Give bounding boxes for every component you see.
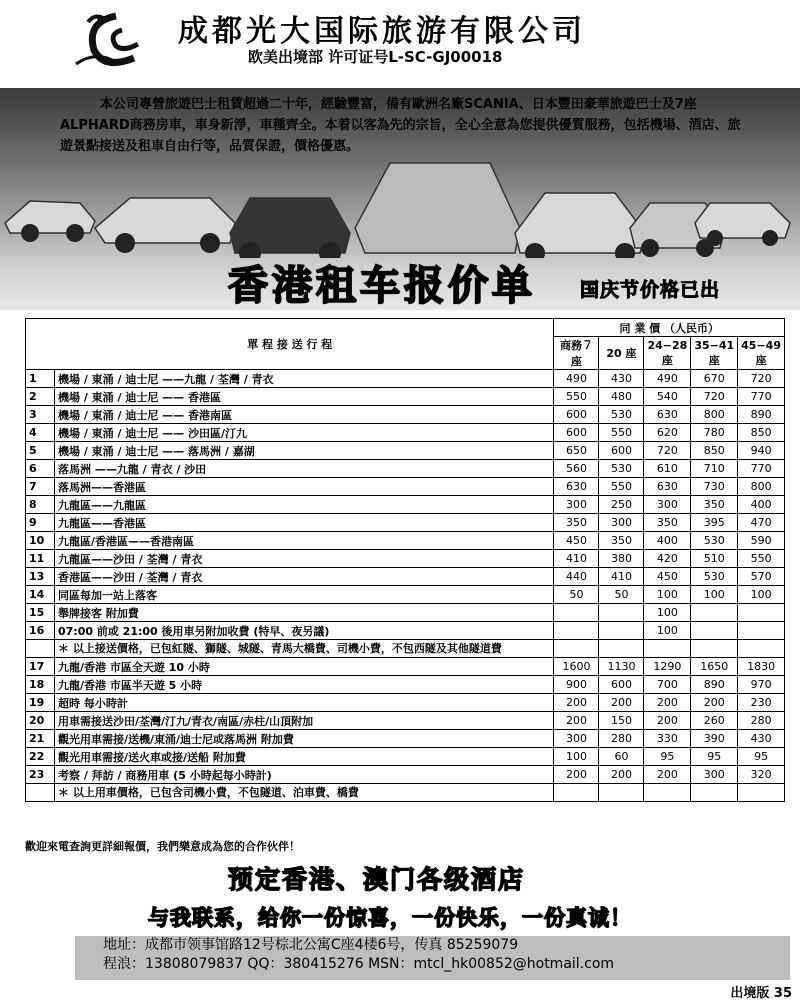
price-cell: 200 [644, 766, 691, 784]
table-row [26, 622, 785, 640]
price-cell: 350 [644, 514, 691, 532]
price-cell: 300 [691, 766, 738, 784]
price-cell: 95 [738, 748, 785, 766]
route-cell: 同區每加一站上落客 [55, 586, 554, 604]
table-row [26, 568, 785, 586]
price-cell [599, 604, 644, 622]
price-cell: 200 [554, 766, 599, 784]
price-cell: 510 [691, 550, 738, 568]
price-cell: 630 [554, 478, 599, 496]
price-cell: 470 [738, 514, 785, 532]
price-cell: 550 [599, 424, 644, 442]
price-cell: 530 [691, 568, 738, 586]
price-cell: 1650 [691, 658, 738, 676]
table-row [26, 586, 785, 604]
price-cell: 200 [599, 694, 644, 712]
price-cell: 570 [738, 568, 785, 586]
price-cell: 600 [554, 406, 599, 424]
row-number: 21 [26, 730, 55, 748]
footer [75, 936, 790, 980]
table-row [26, 550, 785, 568]
price-cell: 100 [644, 622, 691, 640]
price-cell: 720 [691, 388, 738, 406]
price-cell: 430 [599, 370, 644, 388]
row-number: 18 [26, 676, 55, 694]
price-cell: 95 [691, 748, 738, 766]
row-number: 6 [26, 460, 55, 478]
price-cell: 60 [599, 748, 644, 766]
price-cell: 410 [554, 550, 599, 568]
price-cell: 450 [554, 532, 599, 550]
price-cell: 100 [644, 604, 691, 622]
column-header: 商務７座 [554, 337, 599, 370]
route-cell: 觀光用車需接/送火車或接/送船 附加費 [55, 748, 554, 766]
row-number: 10 [26, 532, 55, 550]
table-row [26, 766, 785, 784]
price-cell: 480 [599, 388, 644, 406]
cars-illustration [0, 148, 800, 258]
price-cell [554, 604, 599, 622]
table-row [26, 748, 785, 766]
route-cell: 九龍區——沙田 / 荃灣 / 青衣 [55, 550, 554, 568]
price-cell: 250 [599, 496, 644, 514]
price-cell: 280 [738, 712, 785, 730]
price-cell: 400 [738, 496, 785, 514]
price-cell: 550 [738, 550, 785, 568]
price-cell: 100 [644, 586, 691, 604]
row-number: 1 [26, 370, 55, 388]
price-cell: 770 [738, 388, 785, 406]
price-cell: 610 [644, 460, 691, 478]
price-cell: 650 [554, 442, 599, 460]
price-cell [738, 604, 785, 622]
row-number: 2 [26, 388, 55, 406]
table-body-1 [26, 370, 785, 640]
license-number: 欧美出境部 许可证号L-SC-GJ00018 [248, 48, 503, 66]
route-cell: 落馬洲 ——九龍 / 青衣 / 沙田 [55, 460, 554, 478]
price-cell: 300 [554, 496, 599, 514]
row-number: 19 [26, 694, 55, 712]
price-cell: 200 [644, 694, 691, 712]
price-cell: 530 [599, 460, 644, 478]
price-cell: 490 [554, 370, 599, 388]
route-cell: 07:00 前或 21:00 後用車另附加收費 (特早、夜另議) [55, 622, 554, 640]
price-cell: 1290 [644, 658, 691, 676]
price-cell: 330 [644, 730, 691, 748]
price-cell: 890 [691, 676, 738, 694]
price-cell: 450 [644, 568, 691, 586]
price-cell: 780 [691, 424, 738, 442]
price-cell: 600 [554, 424, 599, 442]
route-cell: 機場 / 東涌 / 迪士尼 ——九龍 / 荃灣 / 青衣 [55, 370, 554, 388]
table-row [26, 460, 785, 478]
table-header-row [26, 319, 785, 337]
welcome-text: 歡迎來電查詢更詳細報價，我們樂意成為您的合作伙伴！ [25, 840, 300, 853]
price-cell [738, 622, 785, 640]
row-number: 9 [26, 514, 55, 532]
footer-contact: 程浪：13808079837 QQ：380415276 MSN：mtcl_hk00852@hotmail.com [103, 956, 615, 972]
column-header: 35−41 座 [691, 337, 738, 370]
price-cell: 600 [599, 442, 644, 460]
row-number: 11 [26, 550, 55, 568]
price-cell: 630 [644, 406, 691, 424]
company-name: 成都光大国际旅游有限公司 [178, 14, 586, 49]
price-cell: 970 [738, 676, 785, 694]
route-cell: 九龍區——香港區 [55, 514, 554, 532]
column-header: 24−28 座 [644, 337, 691, 370]
price-cell: 420 [644, 550, 691, 568]
page-subtitle: 国庆节价格已出 [580, 279, 721, 301]
route-cell: 機場 / 東涌 / 迪士尼 —— 沙田區/汀九 [55, 424, 554, 442]
price-cell: 1600 [554, 658, 599, 676]
note-row [26, 640, 785, 658]
price-cell: 300 [599, 514, 644, 532]
price-cell: 600 [599, 676, 644, 694]
table-row [26, 424, 785, 442]
price-cell: 390 [691, 730, 738, 748]
price-cell: 550 [554, 388, 599, 406]
price-cell: 350 [599, 532, 644, 550]
table-row [26, 604, 785, 622]
row-number: 7 [26, 478, 55, 496]
table-row [26, 676, 785, 694]
price-cell: 540 [644, 388, 691, 406]
route-cell: 機場 / 東涌 / 迪士尼 —— 落馬洲 / 嘉湖 [55, 442, 554, 460]
price-group-header: 同 業 價 （人民币） [554, 319, 785, 337]
row-number: 17 [26, 658, 55, 676]
note-text: ＊ 以上接送價格，已包紅隧、獅隧、城隧、青馬大橋費、司機小費，不包西隧及其他隧道費 [55, 640, 554, 658]
note-text: ＊ 以上用車價格，已包含司機小費，不包隧道、泊車費、橋費 [55, 784, 554, 802]
price-cell: 260 [691, 712, 738, 730]
route-cell: 舉牌接客 附加費 [55, 604, 554, 622]
price-cell: 800 [738, 478, 785, 496]
price-cell: 350 [691, 496, 738, 514]
page-title: 香港租车报价单 [228, 263, 536, 309]
price-cell: 490 [644, 370, 691, 388]
price-cell: 850 [691, 442, 738, 460]
price-cell: 900 [554, 676, 599, 694]
company-logo-icon [70, 8, 162, 72]
price-cell: 850 [738, 424, 785, 442]
route-cell: 考察 / 拜訪 / 商務用車 (5 小時起每小時計) [55, 766, 554, 784]
price-cell: 300 [554, 730, 599, 748]
price-cell: 440 [554, 568, 599, 586]
price-cell: 200 [554, 694, 599, 712]
price-cell: 200 [554, 712, 599, 730]
table-row [26, 712, 785, 730]
hotel-booking-heading: 预定香港、澳门各级酒店 [228, 865, 526, 894]
price-cell: 400 [644, 532, 691, 550]
slogan-text: 与我联系，给你一份惊喜，一份快乐，一份真诚！ [148, 906, 632, 930]
price-cell: 530 [691, 532, 738, 550]
table-row [26, 730, 785, 748]
row-number: 4 [26, 424, 55, 442]
price-cell: 100 [691, 586, 738, 604]
price-cell: 630 [644, 478, 691, 496]
banner [0, 88, 800, 310]
route-header: 單 程 接 送 行 程 [26, 319, 554, 370]
price-cell: 100 [738, 586, 785, 604]
table-row [26, 370, 785, 388]
price-cell: 560 [554, 460, 599, 478]
price-cell: 150 [599, 712, 644, 730]
row-number: 5 [26, 442, 55, 460]
row-number: 13 [26, 568, 55, 586]
row-number: 20 [26, 712, 55, 730]
price-cell: 730 [691, 478, 738, 496]
route-cell: 九龍區/香港區——香港南區 [55, 532, 554, 550]
price-cell: 395 [691, 514, 738, 532]
route-cell: 用車需接送沙田/荃灣/汀九/青衣/南區/赤柱/山頂附加 [55, 712, 554, 730]
route-cell: 九龍/香港 市區半天遊 5 小時 [55, 676, 554, 694]
intro-text: 本公司專營旅遊巴士租賃超過二十年，經驗豐富，備有歐洲名廠SCANIA、日本豐田豪華旅遊巴士及7座ALPHARD商務房車，車身新淨，車種齊全。本着以客為先的宗旨，全心全意為您提供優質服務，包括機場、酒店、旅遊景點接送及租車自由行等，品質保證，價格優惠。 [60, 97, 741, 154]
price-cell: 320 [738, 766, 785, 784]
price-cell: 710 [691, 460, 738, 478]
note-row [26, 784, 785, 802]
price-cell: 100 [554, 748, 599, 766]
price-cell: 410 [599, 568, 644, 586]
row-number: 3 [26, 406, 55, 424]
row-number: 22 [26, 748, 55, 766]
column-header: 45−49 座 [738, 337, 785, 370]
price-cell [691, 604, 738, 622]
table-row [26, 406, 785, 424]
table-body-2 [26, 658, 785, 784]
price-cell: 530 [599, 406, 644, 424]
price-cell: 1830 [738, 658, 785, 676]
footer-address: 地址：成都市领事馆路12号棕北公寓C座4楼6号，传真 85259079 [103, 937, 519, 953]
price-cell: 230 [738, 694, 785, 712]
price-cell: 200 [644, 712, 691, 730]
table-row [26, 496, 785, 514]
price-cell: 770 [738, 460, 785, 478]
price-cell: 590 [738, 532, 785, 550]
price-cell: 380 [599, 550, 644, 568]
route-cell: 超時 每小時計 [55, 694, 554, 712]
price-cell: 620 [644, 424, 691, 442]
price-cell: 50 [554, 586, 599, 604]
price-cell: 350 [554, 514, 599, 532]
table-row [26, 694, 785, 712]
price-table [25, 318, 785, 802]
route-cell: 九龍區——九龍區 [55, 496, 554, 514]
price-cell: 300 [644, 496, 691, 514]
price-cell: 670 [691, 370, 738, 388]
table-row [26, 658, 785, 676]
price-cell: 50 [599, 586, 644, 604]
table-row [26, 388, 785, 406]
price-cell: 200 [691, 694, 738, 712]
price-cell: 890 [738, 406, 785, 424]
price-cell: 720 [644, 442, 691, 460]
table-row [26, 514, 785, 532]
price-cell: 940 [738, 442, 785, 460]
price-cell [599, 622, 644, 640]
price-cell: 1130 [599, 658, 644, 676]
route-cell: 機場 / 東涌 / 迪士尼 —— 香港區 [55, 388, 554, 406]
price-cell: 280 [599, 730, 644, 748]
page-number: 出境版 35 [730, 986, 792, 1001]
route-cell: 落馬洲——香港區 [55, 478, 554, 496]
price-cell: 720 [738, 370, 785, 388]
price-cell: 95 [644, 748, 691, 766]
table-row [26, 478, 785, 496]
row-number: 23 [26, 766, 55, 784]
price-cell [691, 622, 738, 640]
route-cell: 香港區——沙田 / 荃灣 / 青衣 [55, 568, 554, 586]
price-cell: 550 [599, 478, 644, 496]
price-cell: 700 [644, 676, 691, 694]
row-number: 15 [26, 604, 55, 622]
price-cell: 200 [599, 766, 644, 784]
table-row [26, 532, 785, 550]
route-cell: 機場 / 東涌 / 迪士尼 —— 香港南區 [55, 406, 554, 424]
row-number: 14 [26, 586, 55, 604]
price-cell: 800 [691, 406, 738, 424]
column-header: 20 座 [599, 337, 644, 370]
route-cell: 九龍/香港 市區全天遊 10 小時 [55, 658, 554, 676]
row-number: 16 [26, 622, 55, 640]
header [0, 0, 800, 88]
price-cell: 430 [738, 730, 785, 748]
route-cell: 觀光用車需接/送機/東涌/迪士尼或落馬洲 附加費 [55, 730, 554, 748]
price-cell [554, 622, 599, 640]
row-number: 8 [26, 496, 55, 514]
table-row [26, 442, 785, 460]
